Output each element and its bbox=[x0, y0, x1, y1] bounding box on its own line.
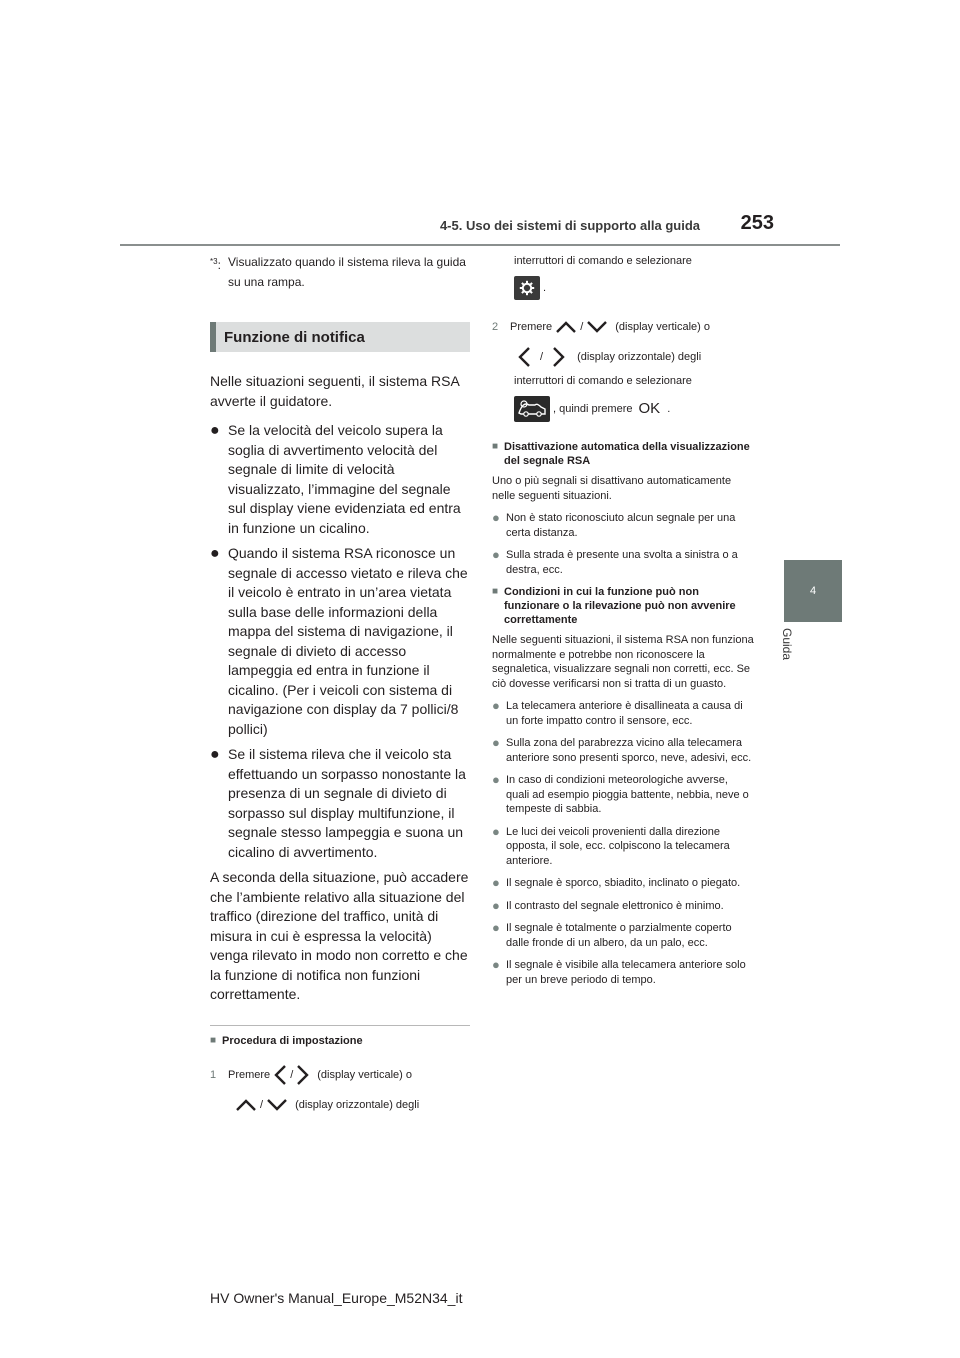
chevron-right-icon bbox=[552, 346, 566, 368]
step-2-icon-line: , quindi premere OK . bbox=[492, 396, 754, 422]
chevron-left-icon bbox=[273, 1064, 287, 1086]
bullet-dot-icon: ● bbox=[492, 510, 500, 525]
list-item: ● Il segnale è sporco, sbiadito, inclinato o piegato. bbox=[492, 875, 741, 890]
step-1-continued-2: interruttori di comando e selezionare bbox=[514, 255, 692, 267]
procedure-heading: ■ Procedura di impostazione bbox=[210, 1034, 363, 1047]
list-item: ● Le luci dei veicoli provenienti dalla direzione opposta, il sole, ecc. colpiscono la telecamera anteriore. bbox=[492, 823, 730, 867]
chapter-label bbox=[780, 628, 804, 698]
bullet-dot-icon: ● bbox=[492, 920, 500, 935]
list-item: ● Il contrasto del segnale elettronico è minimo. bbox=[492, 897, 724, 913]
bullet-dot-icon: ● bbox=[210, 422, 220, 439]
chapter-tab: 4 bbox=[784, 560, 842, 622]
bullet-dot-icon: ● bbox=[210, 545, 220, 562]
divider bbox=[210, 1025, 470, 1026]
auto-off-heading: ■ Disattivazione automatica della visualizzazione del segnale RSA bbox=[492, 441, 750, 467]
bullet-dot-icon: ● bbox=[492, 772, 500, 787]
page-number: 253 bbox=[740, 212, 774, 234]
section-heading-text: Funzione di notifica bbox=[224, 328, 365, 346]
conditions-list bbox=[492, 699, 754, 987]
section-heading bbox=[210, 322, 470, 352]
section-title: 4-5. Uso dei sistemi di supporto alla guida bbox=[439, 218, 700, 233]
ok-icon: OK bbox=[638, 400, 661, 417]
list-item: ● Sulla zona del parabrezza vicino alla telecamera anteriore sono presenti sporco, neve, adesivi, ecc. bbox=[492, 735, 752, 764]
rsa-settings-icon bbox=[514, 396, 550, 422]
chevron-down-icon bbox=[266, 1098, 288, 1112]
step-number: 2 bbox=[492, 321, 499, 333]
list-item: ● Il segnale è totalmente o parzialmente coperto dalle fronde di un albero, da un palo, ecc. bbox=[492, 920, 732, 949]
list-item: ● Sulla strada è presente una svolta a sinistra o a destra, ecc. bbox=[492, 547, 738, 576]
footnote-text: Visualizzato quando il sistema rileva la guida su una rampa. bbox=[228, 255, 466, 289]
chevron-right-icon bbox=[296, 1064, 310, 1086]
header-rule bbox=[120, 244, 840, 246]
chevron-up-icon bbox=[555, 320, 577, 334]
intro-paragraph: Nelle situazioni seguenti, il sistema RSA avverte il guidatore. bbox=[210, 373, 460, 409]
square-bullet-icon: ■ bbox=[210, 1034, 217, 1046]
bullet-dot-icon: ● bbox=[210, 746, 220, 763]
list-item: ● La telecamera anteriore è disallineata a causa di un forte impatto contro il sensore, ecc. bbox=[492, 698, 743, 727]
square-bullet-icon: ■ bbox=[492, 586, 499, 597]
conditions-intro: Nelle seguenti situazioni, il sistema RSA non funziona normalmente e potrebbe non riconoscere la segnaletica, visualizzare segnali non corretti, ecc. Se ciò dovesse verificarsi non si tratta di un guasto. bbox=[492, 634, 754, 690]
bullet-dot-icon: ● bbox=[492, 698, 500, 713]
chevron-left-icon bbox=[517, 346, 531, 368]
notification-list bbox=[210, 421, 470, 862]
step-1-continued: / (display orizzontale) degli bbox=[210, 1098, 470, 1112]
step-number: 1 bbox=[210, 1068, 217, 1081]
right-column bbox=[492, 252, 754, 995]
gear-icon bbox=[514, 276, 540, 300]
auto-off-list bbox=[492, 511, 754, 577]
footer-text: HV Owner's Manual_Europe_M52N34_it bbox=[210, 1290, 463, 1306]
list-item: ● Non è stato riconosciuto alcun segnale per una certa distanza. bbox=[492, 510, 736, 539]
bullet-dot-icon: ● bbox=[492, 897, 500, 913]
bullet-dot-icon: ● bbox=[492, 823, 500, 839]
bullet-dot-icon: ● bbox=[492, 957, 500, 972]
step-1: 1 Premere / (display verticale) o bbox=[210, 1064, 470, 1086]
bullet-dot-icon: ● bbox=[492, 735, 500, 750]
bullet-dot-icon: ● bbox=[492, 875, 500, 890]
chapter-label-text: Guida bbox=[780, 628, 794, 661]
bullet-dot-icon: ● bbox=[492, 547, 500, 562]
chevron-up-icon bbox=[235, 1098, 257, 1112]
chevron-down-icon bbox=[586, 320, 608, 334]
left-column bbox=[210, 252, 470, 1112]
list-item: ● Il segnale è visibile alla telecamera anteriore solo per un breve periodo di tempo. bbox=[492, 957, 746, 986]
list-item: ● In caso di condizioni meteorologiche avverse, quali ad esempio pioggia battente, nebbia, neve o tempeste di sabbia. bbox=[492, 772, 749, 815]
auto-off-intro: Uno o più segnali si disattivano automaticamente nelle seguenti situazioni. bbox=[492, 475, 732, 502]
list-item: ● Se la velocità del veicolo supera la soglia di avvertimento velocità del segnale di limite di velocità visualizzato, l’immagine del segnale sul display viene evidenziata ed entra in funzione un cicalino. bbox=[210, 421, 470, 538]
step-2-continued-2: interruttori di comando e selezionare bbox=[514, 375, 692, 387]
conditions-heading: ■ Condizioni in cui la funzione può non funzionare o la rilevazione può non avvenire correttamente bbox=[492, 586, 736, 626]
footnote-marker: $^{*3}$: bbox=[210, 257, 221, 272]
list-item: ● Quando il sistema RSA riconosce un segnale di accesso vietato e rileva che il veicolo è entrato in un’area vietata sulla base delle informazioni della mappa del sistema di navigazione, il segnale di divieto di accesso lampeggia ed entra in funzione il cicalino. (Per i veicoli con sistema di navigazione con display da 7 pollici/8 pollici) bbox=[210, 544, 470, 739]
step-1-icon-line: . bbox=[492, 276, 754, 300]
square-bullet-icon: ■ bbox=[492, 441, 499, 452]
list-item: ● Se il sistema rileva che il veicolo sta effettuando un sorpasso nonostante la presenza di un segnale di divieto di sorpasso sul display multifunzione, il segnale stesso lampeggia e suona un cicalino di avvertimento. bbox=[210, 745, 470, 862]
step-2: 2 Premere / (display verticale) o bbox=[492, 321, 711, 333]
closing-paragraph: A seconda della situazione, può accadere che l’ambiente relativo alla situazione del traffico (direzione del traffico, unità di misura in cui è espressa la velocità) venga rilevato in modo non corretto e che la funzione di notifica non funzioni correttamente. bbox=[210, 869, 469, 1002]
footnote bbox=[210, 252, 470, 292]
step-2-continued: / (display orizzontale) degli bbox=[492, 346, 754, 368]
